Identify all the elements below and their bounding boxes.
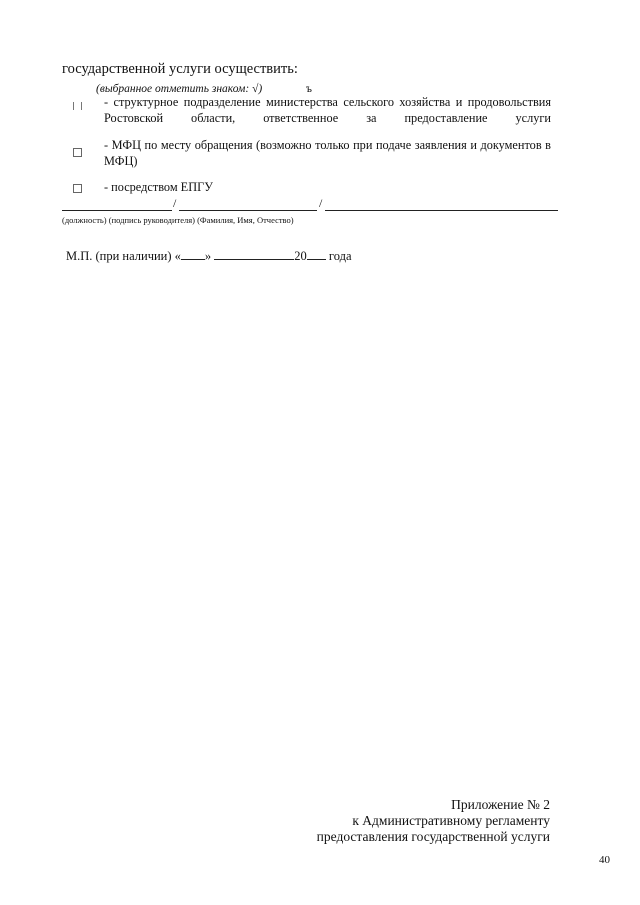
hint-artifact: ъ — [306, 83, 312, 95]
signature-separator-1: / — [173, 196, 177, 210]
option-text-mfc: - МФЦ по месту обращения (возможно только при подаче заявления и документов в МФЦ) — [104, 138, 551, 168]
month-field[interactable] — [214, 248, 294, 260]
signature-line-sign[interactable] — [179, 210, 317, 211]
day-field[interactable] — [181, 248, 205, 260]
stamp-prefix: М.П. (при наличии) « — [66, 249, 181, 263]
option-checkbox-epgu[interactable] — [73, 184, 82, 193]
page-number: 40 — [599, 854, 610, 866]
stamp-middle: » — [204, 249, 215, 263]
signature-separator-2: / — [319, 196, 323, 210]
signature-line-position[interactable] — [62, 210, 172, 211]
option-text-epgu: - посредством ЕПГУ — [104, 180, 213, 194]
stamp-date-line — [66, 248, 352, 264]
annex-line-3: предоставления государственной услуги — [316, 829, 550, 844]
annex-header — [317, 797, 550, 845]
annex-line-1: Приложение № 2 — [451, 797, 550, 812]
option-checkbox-mfc[interactable] — [73, 148, 82, 157]
signature-caption: (должность) (подпись руководителя) (Фамилия, Имя, Отчество) — [62, 215, 294, 225]
signature-line-name[interactable] — [325, 210, 558, 211]
option-text-department: - структурное подразделение министерства сельского хозяйства и продовольствия Ростовской области, ответственное за предоставление услуги — [104, 95, 551, 125]
option-checkbox-department[interactable] — [73, 102, 82, 110]
section-heading: государственной услуги осуществить: — [62, 61, 298, 77]
selection-hint: (выбранное отметить знаком: √) — [96, 83, 263, 95]
year-field[interactable] — [307, 248, 326, 260]
annex-line-2: к Административному регламенту — [352, 813, 550, 828]
year-prefix: 20 — [294, 249, 307, 263]
stamp-suffix: года — [325, 249, 352, 263]
